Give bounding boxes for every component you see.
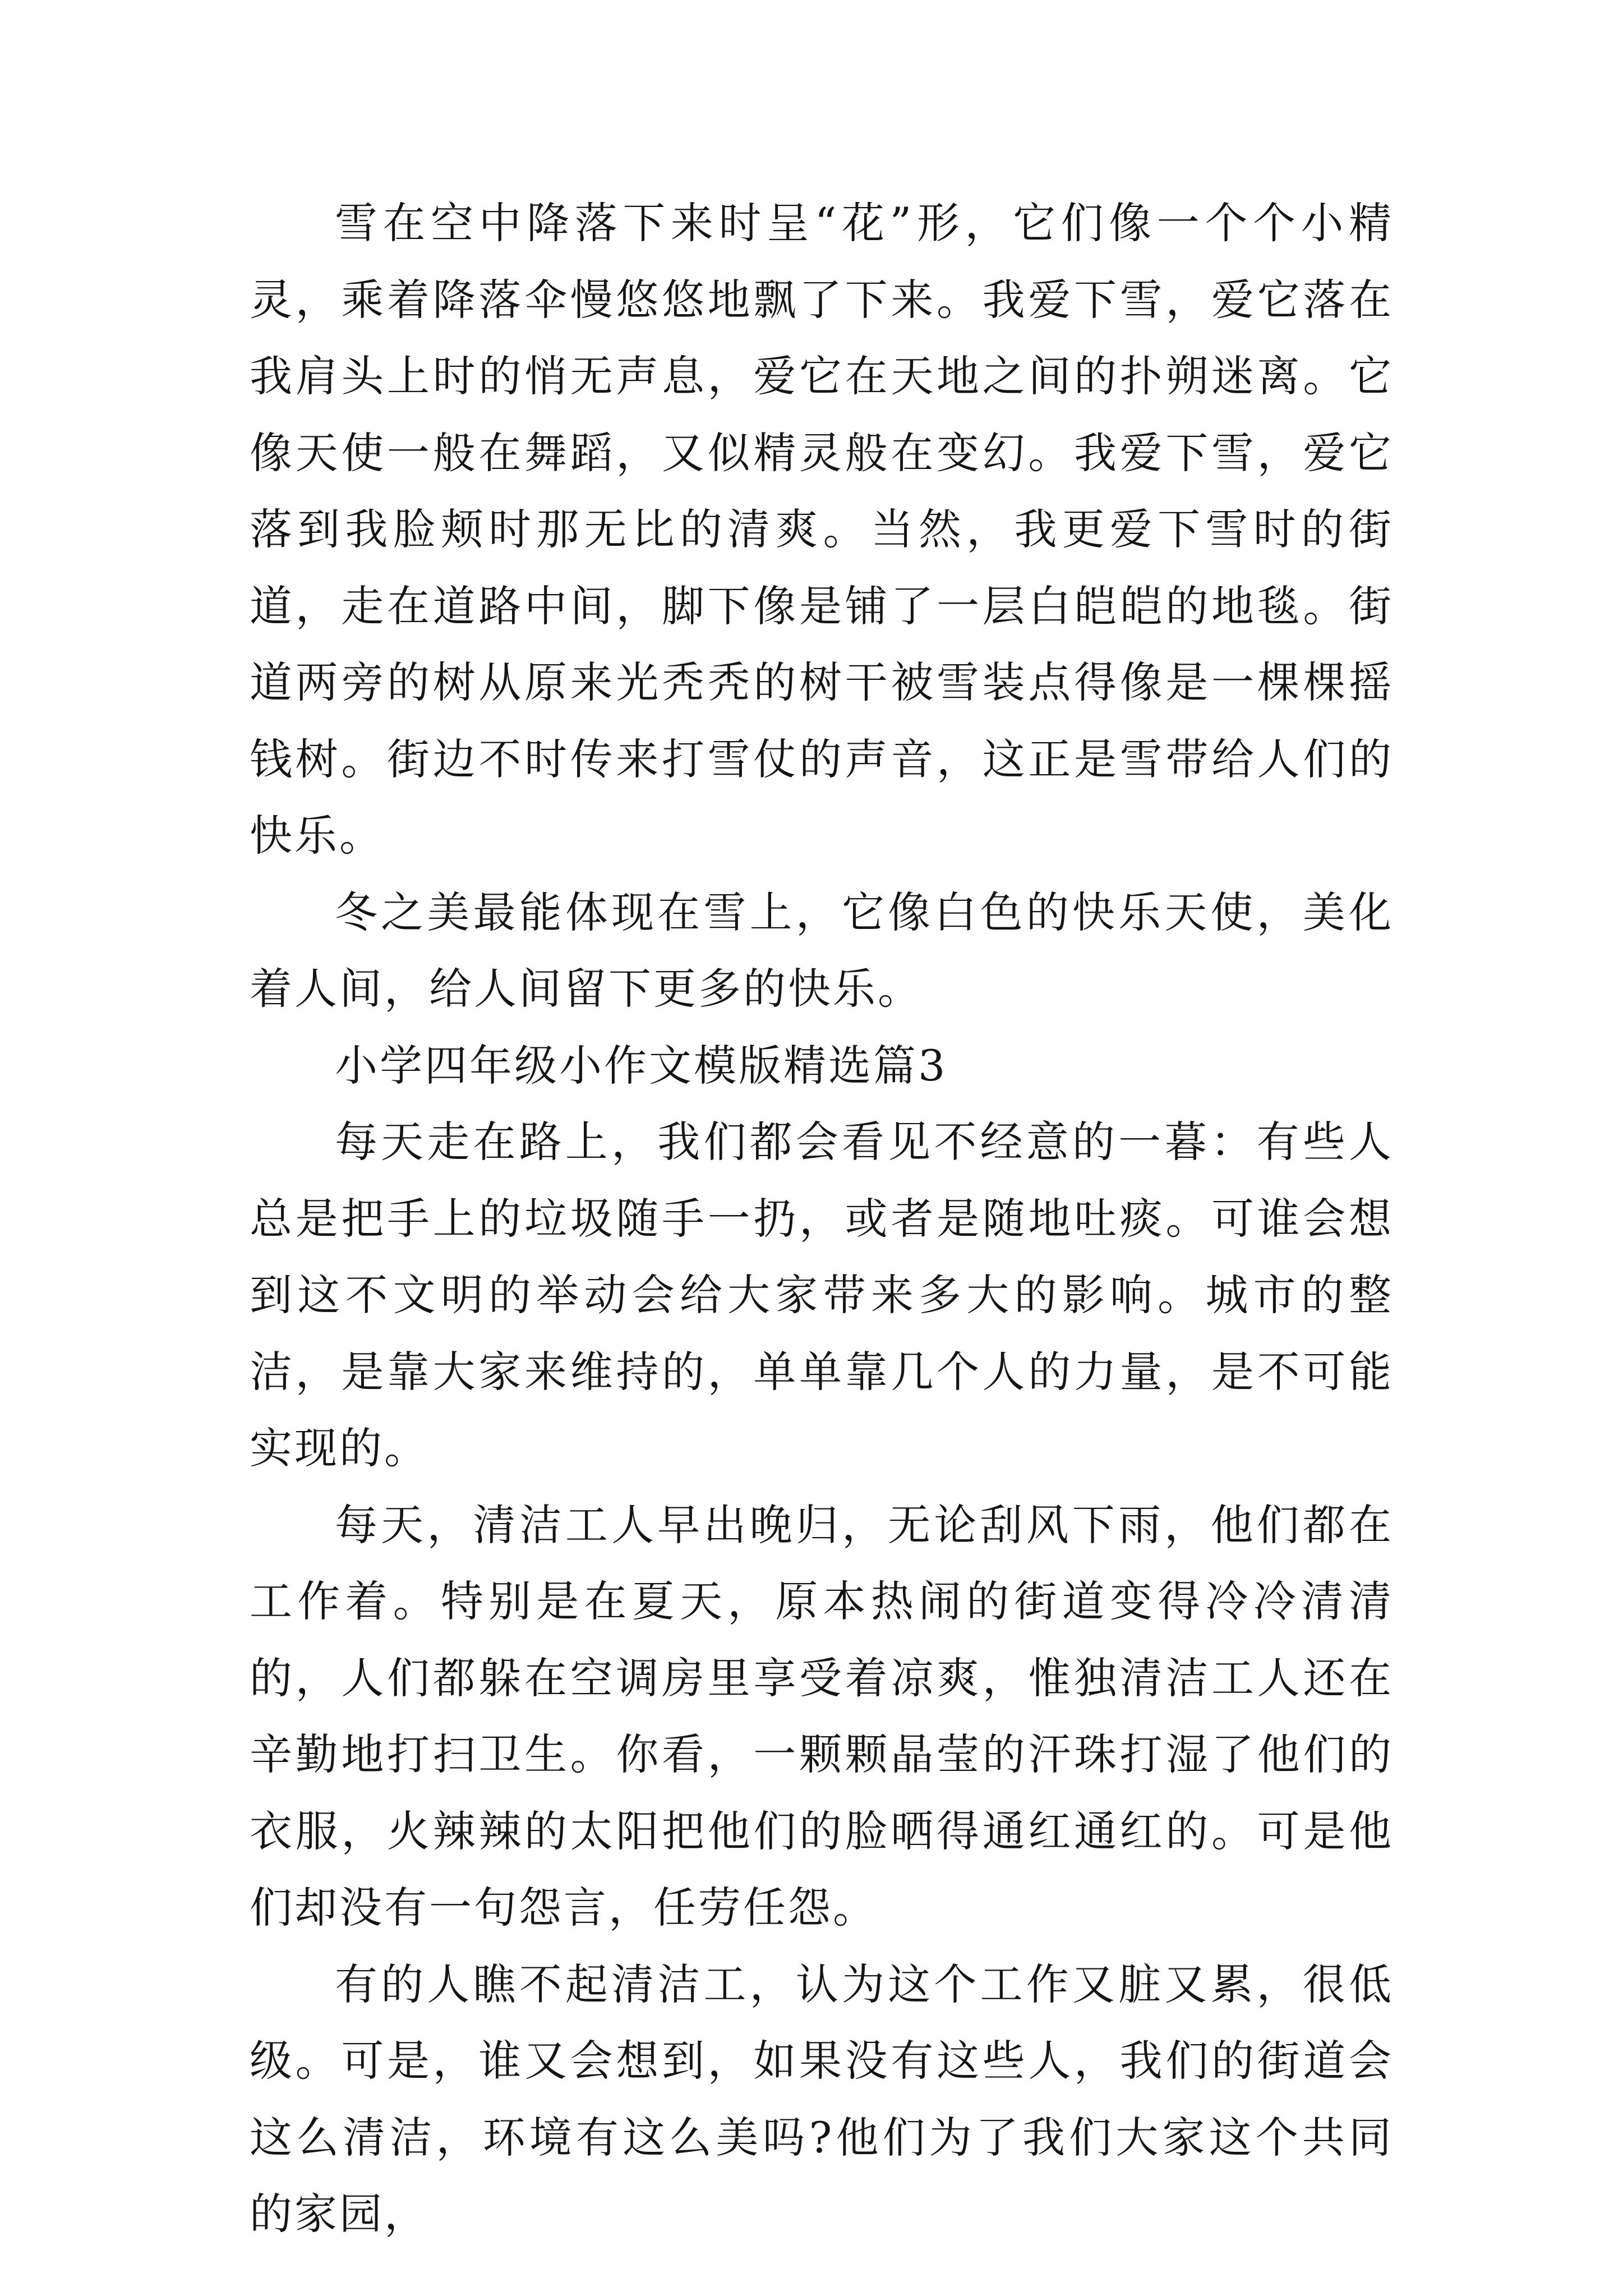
paragraph-snow-description: 雪在空中降落下来时呈“花”形，它们像一个个小精灵，乘着降落伞慢悠悠地飘了下来。我爱下雪，爱它落在我肩头上时的悄无声息，爱它在天地之间的扑朔迷离。它像天使一般在舞蹈，又似精灵般在变幻。我爱下雪，爱它落到我脸颊时那无比的清爽。当然，我更爱下雪时的街道，走在道路中间，脚下像是铺了一层白皑皑的地毯。街道两旁的树从原来光秃秃的树干被雪装点得像是一棵棵摇钱树。街边不时传来打雪仗的声音，这正是雪带给人们的快乐。 <box>250 198 1394 861</box>
document-body <box>250 185 1394 2253</box>
paragraph-winter-beauty: 冬之美最能体现在雪上，它像白色的快乐天使，美化着人间，给人间留下更多的快乐。 <box>250 887 1394 1014</box>
paragraph-cleaners-work: 每天，清洁工人早出晚归，无论刮风下雨，他们都在工作着。特别是在夏天，原本热闹的街道变得冷冷清清的，人们都躲在空调房里享受着凉爽，惟独清洁工人还在辛勤地打扫卫生。你看，一颗颗晶莹的汗珠打湿了他们的衣服，火辣辣的太阳把他们的脸晒得通红通红的。可是他们却没有一句怨言，任劳任怨。 <box>250 1499 1394 1932</box>
section-heading: 小学四年级小作文模版精选篇3 <box>335 1040 948 1091</box>
paragraph-litter: 每天走在路上，我们都会看见不经意的一暮：有些人总是把手上的垃圾随手一扔，或者是随地吐痰。可谁会想到这不文明的举动会给大家带来多大的影响。城市的整洁，是靠大家来维持的，单单靠几个人的力量，是不可能实现的。 <box>250 1117 1394 1473</box>
paragraph-respect-cleaners: 有的人瞧不起清洁工，认为这个工作又脏又累，很低级。可是，谁又会想到，如果没有这些人，我们的街道会这么清洁，环境有这么美吗?他们为了我们大家这个共同的家园， <box>250 1959 1394 2239</box>
